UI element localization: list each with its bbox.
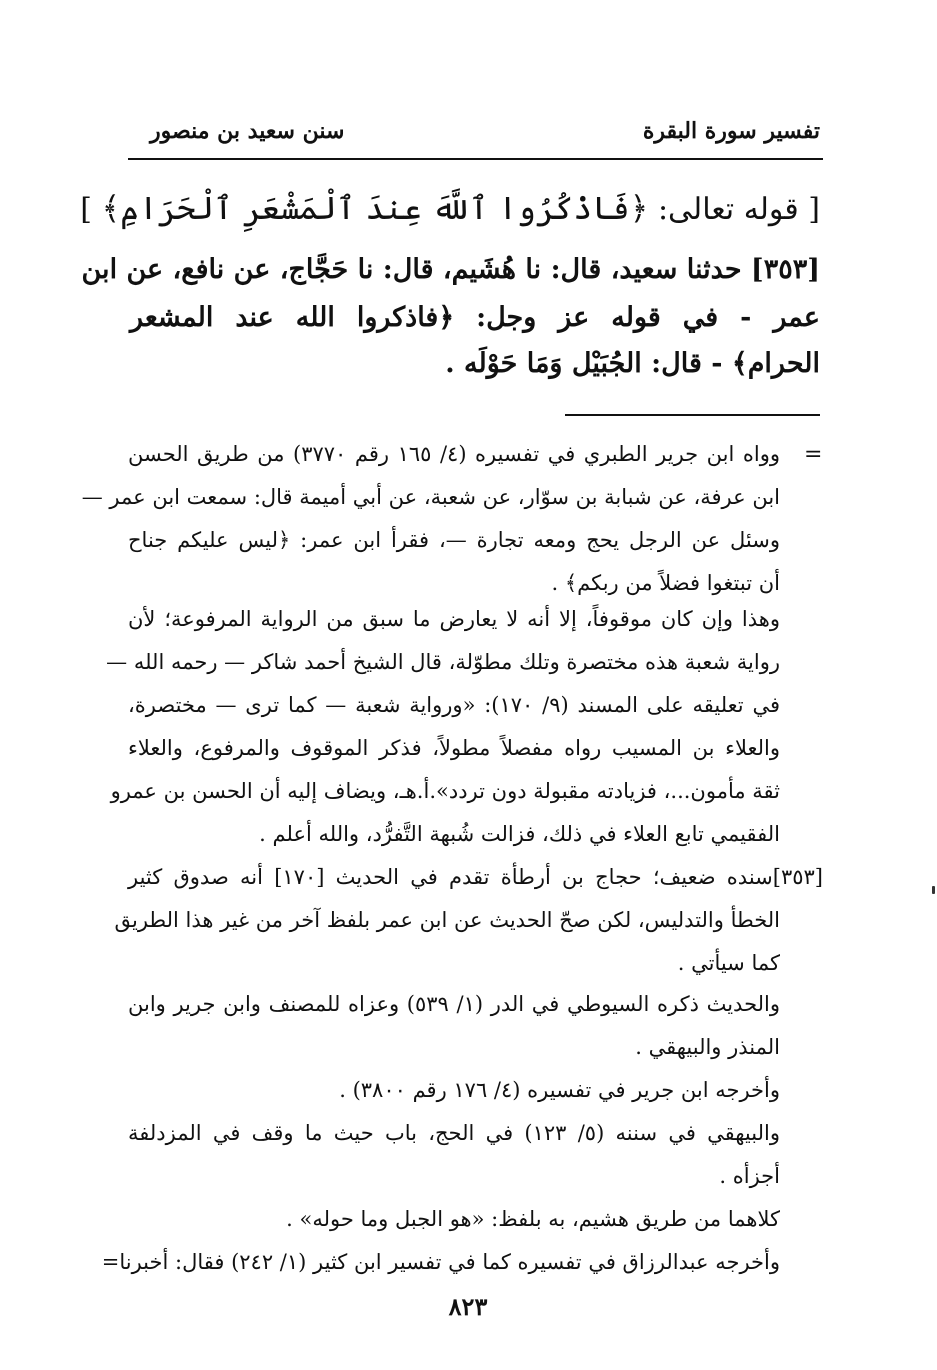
footnote-line: وهذا وإن كان موقوفاً، إلا أنه لا يعارض ما سبق من الرواية المرفوعة؛ لأن <box>128 607 780 631</box>
footnote-line: والحديث ذكره السيوطي في الدر (١/ ٥٣٩) وعزاه للمصنف وابن جرير وابن <box>128 992 780 1016</box>
footnote-line: وأخرجه ابن جرير في تفسيره (٤/ ١٧٦ رقم ٣٨٠٠) . <box>339 1078 780 1102</box>
verse-heading-close: ] <box>80 192 92 227</box>
footnote-line: ابن عرفة، عن شبابة بن سوّار، عن شعبة، عن أبي أميمة قال: سمعت ابن عمر — <box>81 485 780 509</box>
footnote-line: وواه ابن جرير الطبري في تفسيره (٤/ ١٦٥ رقم ٣٧٧٠) من طريق الحسن <box>128 442 780 466</box>
verse-heading <box>80 180 820 236</box>
verse-heading-open: [ قوله تعالى: <box>657 192 820 227</box>
margin-mark <box>932 886 935 894</box>
footnote-line: في تعليقه على المسند (٩/ ١٧٠): «ورواية شعبة — كما ترى — مختصرة، <box>128 693 780 717</box>
footnote-line: رواية شعبة هذه مختصرة وتلك مطوّلة، قال الشيخ أحمد شاكر — رحمه الله — <box>106 650 780 674</box>
footnote-line: وأخرجه عبدالرزاق في تفسيره كما في تفسير ابن كثير (١/ ٢٤٢) فقال: أخبرنا= <box>101 1250 780 1274</box>
footnote-line: كما سيأتي . <box>677 951 780 975</box>
hadith-line-2: عمر - في قوله عز وجل: ﴿فاذكروا الله عند المشعر <box>130 302 820 333</box>
footnote-line: [٣٥٣]سنده ضعيف؛ حجاج بن أرطأة تقدم في الحديث [١٧٠] أنه صدوق كثير <box>128 865 823 889</box>
footnote-line: والعلاء بن المسيب رواه مفصلاً مطولاً، فذكر الموقوف والمرفوع، والعلاء <box>128 736 780 760</box>
quran-verse: ﴿فَاذْكُرُوا ٱللَّهَ عِندَ ٱلْمَشْعَرِ ٱلْحَرَامِ﴾ <box>101 189 649 227</box>
running-header <box>130 118 820 152</box>
header-book-title: سنن سعيد بن منصور <box>150 118 345 144</box>
hadith-line-3: الحرام﴾ - قال: الجُبَيْل وَمَا حَوْلَه . <box>445 348 820 379</box>
continuation-mark: = <box>804 442 823 467</box>
footnote-line: الخطأ والتدليس، لكن صحّ الحديث عن ابن عمر بلفظ آخر من غير هذا الطريق <box>114 908 780 932</box>
footnote-line: الفقيمي تابع العلاء في ذلك، فزالت شُبهة التَّفرُّد، والله أعلم . <box>259 822 780 846</box>
header-chapter-title: تفسير سورة البقرة <box>642 118 820 144</box>
footnote-line: كلاهما من طريق هشيم، به بلفظ: «هو الجبل وما حوله» . <box>286 1207 780 1231</box>
footnote-line: أن تبتغوا فضلاً من ربكم﴾ . <box>551 571 780 595</box>
footnote-separator <box>565 414 820 416</box>
hadith-line-1: [٣٥٣] حدثنا سعيد، قال: نا هُشَيم، قال: نا حَجَّاج، عن نافع، عن ابن <box>81 254 820 285</box>
footnote-line: وسئل عن الرجل يحج ومعه تجارة —، فقرأ ابن عمر: ﴿ليس عليكم جناح <box>128 528 780 552</box>
footnote-line: والبيهقي في سننه (٥/ ١٢٣) في الحج، باب حيث ما وقف في المزدلفة <box>128 1121 780 1145</box>
page-number: ٨٢٣ <box>448 1292 488 1321</box>
footnote-line: المنذر والبيهقي . <box>635 1035 780 1059</box>
footnote-line: أجزأه . <box>719 1164 780 1188</box>
footnote-line: ثقة مأمون...، فزيادته مقبولة دون تردد».أ.هـ، ويضاف إليه أن الحسن بن عمرو <box>110 779 780 803</box>
header-rule <box>128 158 823 160</box>
